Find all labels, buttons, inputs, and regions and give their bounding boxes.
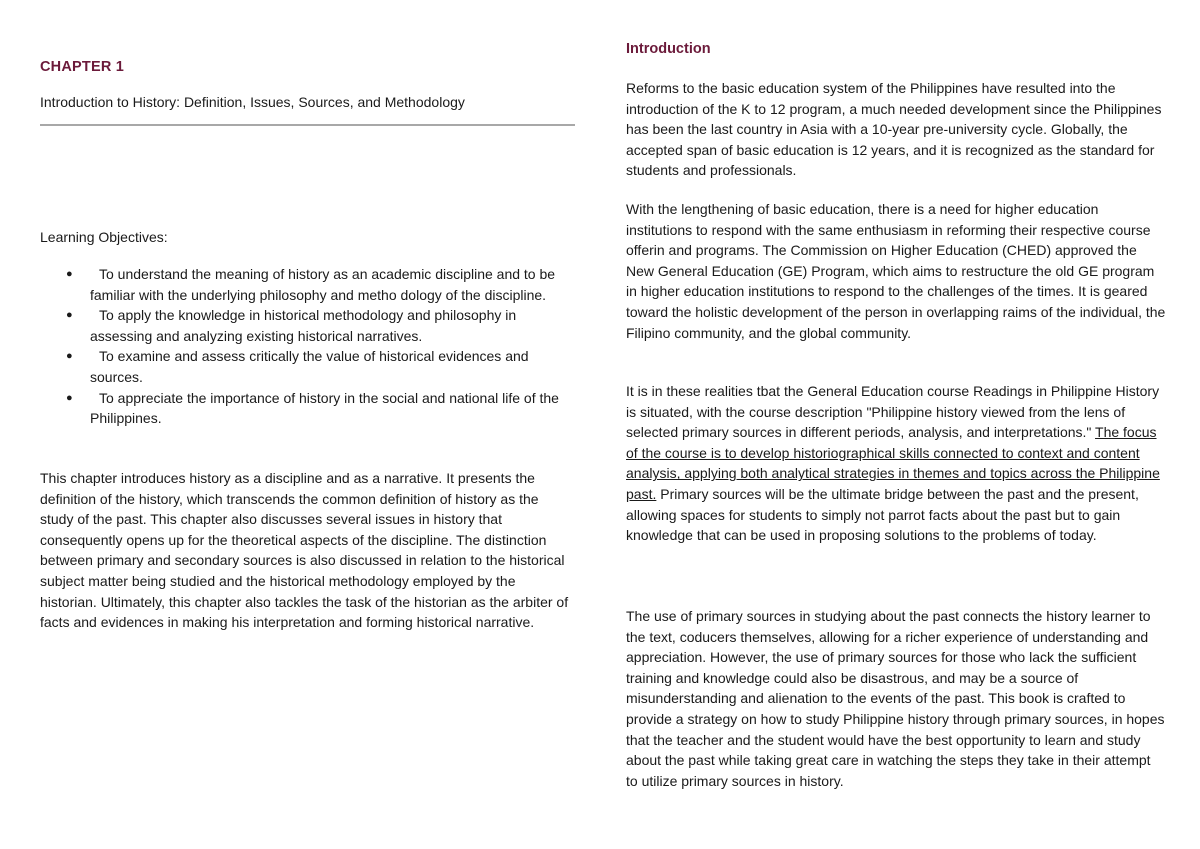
intro-paragraph-2: With the lengthening of basic education, there is a need for higher education institutions to respond with the same enthusiasm in reforming their respective course offerin and programs. The Commission on Higher Education (CHED) approved the New General Education (GE) Program, which aims to restructure the old GE program in higher education institutions to respond to the challenges of the times. It is geared toward the holistic development of the person in overlapping raims of the individual, the Filipino community, and the global community.: [626, 201, 1166, 341]
paragraph-3-start: It is in these realities tbat the General Education course Readings in Philippine History is situated, with the course description "Philippine history viewed from the lens of selected primary sources in different periods, analysis, and interpretations.": [626, 383, 1160, 441]
title-divider: [40, 124, 575, 126]
objective-item: [40, 388, 575, 429]
objective-text: To understand the meaning of history as an academic discipline and to be familiar with the underlying philosophy and metho dology of the discipline.: [90, 266, 556, 303]
objective-text: To apply the knowledge in historical methodology and philosophy in assessing and analyzing existing historical narratives.: [90, 307, 517, 344]
objective-item: [40, 346, 575, 387]
paragraph-3-underlined-text: The focus of the course is to develop historiographical skills connected to context and content analysis, applying both analytical strategies in themes and topics across the Philippine past.: [626, 424, 1160, 502]
bullet-icon: ●: [66, 391, 73, 404]
introduction-heading: Introduction: [626, 41, 711, 57]
objective-item: [40, 264, 575, 305]
chapter-intro-paragraph: This chapter introduces history as a discipline and as a narrative. It presents the definition of the history, which transcends the common definition of history as the study of the past. This chapter also discusses several issues in history that consequently opens up for the theoretical aspects of the discipline. The distinction between primary and secondary sources is also discussed in relation to the historical subject matter being studied and the historical methodology employed by the historian. Ultimately, this chapter also tackles the task of the historian as the arbiter of facts and evidences in making his interpretation and forming historical narrative.: [40, 470, 569, 631]
objective-text: To examine and assess critically the value of historical evidences and sources.: [90, 348, 529, 385]
objectives-heading: Learning Objectives:: [40, 229, 168, 245]
objective-text: To appreciate the importance of history in the social and national life of the Philippines.: [90, 389, 559, 427]
intro-paragraph-1: Reforms to the basic education system of the Philippines have resulted into the introduction of the K to 12 program, a much needed development since the Philippines has been the last country in Asia with a 10-year pre-university cycle. Globally, the accepted span of basic education is 12 years, and it is recognized as the standard for students and professionals.: [626, 80, 1162, 179]
paragraph-3-end: Primary sources will be the ultimate bridge between the past and the present, allowing spaces for students to simply not parrot facts about the past but to gain knowledge that can be used in proposing solutions to the problems of today.: [626, 485, 1139, 544]
bullet-icon: ●: [66, 350, 73, 363]
bullet-icon: ●: [66, 268, 73, 280]
intro-paragraph-4: The use of primary sources in studying about the past connects the history learner to the text, coducers themselves, allowing for a richer experience of understanding and appreciation. However, the use of primary sources for those who lack the sufficient training and knowledge could also be disastrous, and may be a source of misunderstanding and alienation to the events of the past. This book is crafted to provide a strategy on how to study Philippine history through primary sources, in hopes that the teacher and the student would have the best opportunity to learn and study about the past while taking great care in watching the steps they take in their attempt to utilize primary sources in history.: [626, 608, 1165, 789]
objectives-list: [40, 264, 575, 429]
chapter-label: CHAPTER 1: [40, 59, 124, 75]
intro-paragraph-3: [626, 381, 1166, 546]
chapter-title: Introduction to History: Definition, Issues, Sources, and Methodology: [40, 94, 465, 110]
bullet-icon: ●: [66, 309, 73, 322]
objective-item: [40, 305, 575, 346]
